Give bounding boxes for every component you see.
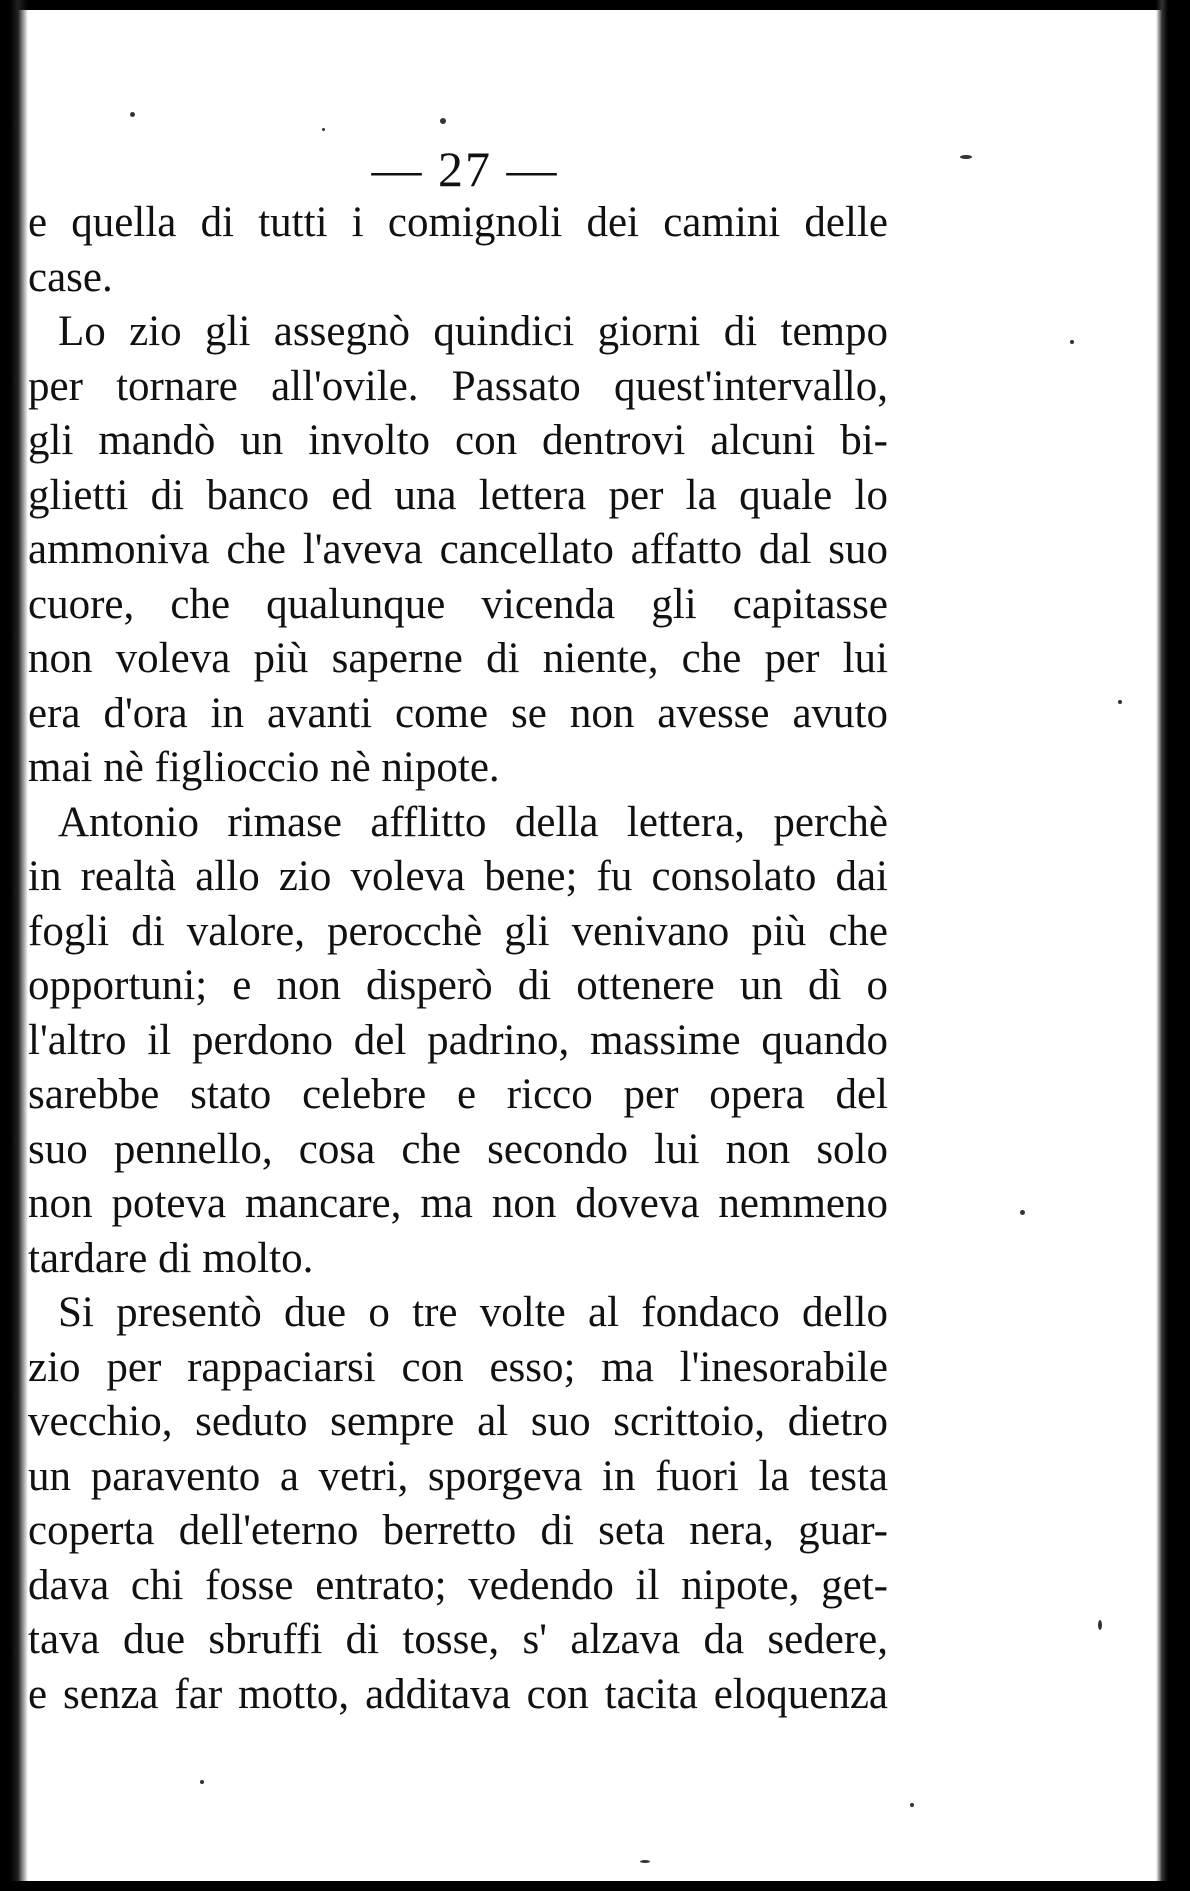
text-line: dava chi fosse entrato; vedendo il nipote, get- xyxy=(28,1561,888,1609)
text-line: Lo zio gli assegnò quindici giorni di tempo xyxy=(58,308,888,355)
binding-shadow xyxy=(0,0,28,1891)
text-line: non voleva più saperne di niente, che per lui xyxy=(28,635,888,682)
scan-speck xyxy=(1098,1620,1102,1630)
text-line: cuore, che qualunque vicenda gli capitasse xyxy=(28,580,888,628)
text-line: zio per rappaciarsi con esso; ma l'inesorabile xyxy=(28,1343,888,1391)
text-line: non poteva mancare, ma non doveva nemmeno xyxy=(28,1180,888,1227)
scan-right-edge xyxy=(1156,0,1190,1891)
scan-speck xyxy=(440,118,446,124)
scan-bottom-edge xyxy=(0,1881,1190,1891)
scan-speck xyxy=(200,1780,204,1784)
text-line: gli mandò un involto con dentrovi alcuni bi- xyxy=(28,417,888,464)
text-line: un paravento a vetri, sporgeva in fuori la testa xyxy=(28,1452,888,1500)
text-line: glietti di banco ed una lettera per la quale lo xyxy=(28,471,888,519)
text-line: Si presentò due o tre volte al fondaco dello xyxy=(58,1289,888,1336)
text-line: era d'ora in avanti come se non avesse avuto xyxy=(28,689,888,737)
page-number: — 27 — xyxy=(371,141,559,197)
scan-speck xyxy=(1020,1210,1025,1215)
scan-speck xyxy=(910,1803,914,1807)
text-line: case. xyxy=(28,253,113,301)
text-line: fogli di valore, perocchè gli venivano più che xyxy=(28,907,888,955)
scan-speck xyxy=(1118,700,1122,704)
scan-top-edge xyxy=(0,0,1190,10)
text-line: in realtà allo zio voleva bene; fu consolato dai xyxy=(28,853,888,900)
text-line: e quella di tutti i comignoli dei camini delle xyxy=(28,199,888,246)
text-line: l'altro il perdono del padrino, massime quando xyxy=(28,1016,888,1064)
scan-speck xyxy=(960,155,972,159)
text-line: per tornare all'ovile. Passato quest'intervallo, xyxy=(28,362,888,410)
body-text xyxy=(28,196,888,1722)
text-line: ammoniva che l'aveva cancellato affatto dal suo xyxy=(28,526,888,573)
scan-speck xyxy=(1070,340,1074,344)
text-line: coperta dell'eterno berretto di seta nera, guar- xyxy=(28,1507,888,1554)
text-line: e senza far motto, additava con tacita eloquenza xyxy=(28,1670,888,1718)
text-line: sarebbe stato celebre e ricco per opera del xyxy=(28,1071,888,1118)
scan-speck xyxy=(130,112,135,117)
text-line: opportuni; e non disperò di ottenere un dì o xyxy=(28,962,888,1009)
text-line: tava due sbruffi di tosse, s' alzava da sedere, xyxy=(28,1616,888,1663)
text-line: tardare di molto. xyxy=(28,1234,314,1282)
text-line: Antonio rimase afflitto della lettera, perchè xyxy=(58,798,888,846)
scan-speck xyxy=(322,128,325,131)
text-line: vecchio, seduto sempre al suo scrittoio, dietro xyxy=(28,1398,888,1445)
text-line: suo pennello, cosa che secondo lui non solo xyxy=(28,1125,888,1173)
scan-speck xyxy=(640,1860,650,1863)
text-line: mai nè figlioccio nè nipote. xyxy=(28,744,500,791)
